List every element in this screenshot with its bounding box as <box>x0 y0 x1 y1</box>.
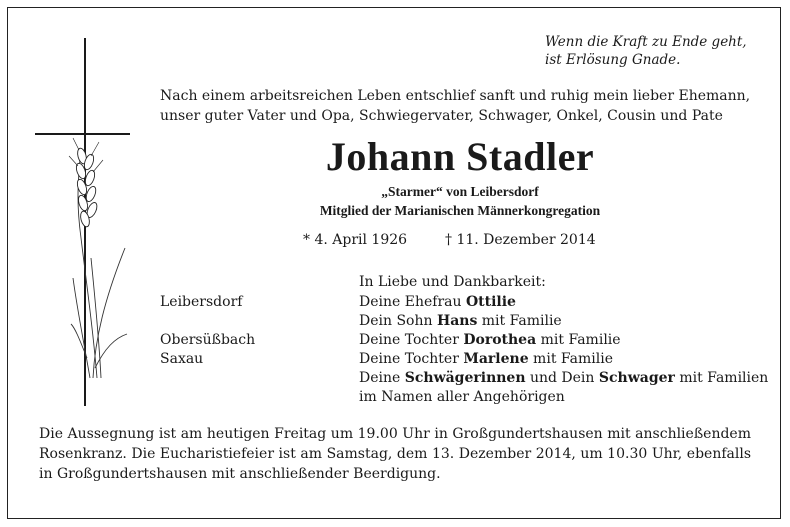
intro-text <box>160 86 760 126</box>
motto-line: Wenn die Kraft zu Ende geht, <box>545 34 747 50</box>
mourner-relation: Deine Tochter Marlene mit Familie <box>359 351 613 367</box>
mourner-relation: Deine Tochter Dorothea mit Familie <box>359 332 621 348</box>
mourner-place: Leibersdorf <box>160 294 243 310</box>
intro-line: Nach einem arbeitsreichen Leben entschlief sanft und ruhig mein lieber Ehemann, <box>160 88 751 104</box>
death-date: † 11. Dezember 2014 <box>445 232 596 248</box>
mourner-relation: Deine Schwägerinnen und Dein Schwager mit Familien <box>359 370 769 386</box>
motto-line: ist Erlösung Gnade. <box>545 51 681 68</box>
deceased-name: Johann Stadler <box>325 134 595 179</box>
thanks-line: In Liebe und Dankbarkeit: <box>359 274 546 290</box>
mourner-row <box>160 312 770 331</box>
mourner-relation: Deine Ehefrau Ottilie <box>359 294 516 310</box>
ceremony-details: Die Aussegnung ist am heutigen Freitag um 19.00 Uhr in Großgundertshausen mit anschließendem Rosenkranz. Die Eucharistiefeier ist am Samstag, dem 13. Dezember 2014, um 10.30 Uhr, ebenfalls in Großgundertshausen mit anschließender Beerdigung. <box>39 426 751 482</box>
mourner-place <box>160 312 359 331</box>
mourner-place <box>160 369 359 388</box>
mourner-row <box>160 388 770 407</box>
motto-quote <box>545 34 765 69</box>
mourner-row <box>160 293 770 312</box>
deceased-nickname: „Starmer“ von Leibersdorf <box>381 184 539 199</box>
mourner-relation: Dein Sohn Hans mit Familie <box>359 313 562 329</box>
mourner-row <box>160 331 770 350</box>
mourner-place: Obersüßbach <box>160 332 256 348</box>
mourner-place <box>160 388 359 407</box>
mourner-row <box>160 369 770 388</box>
deceased-membership: Mitglied der Marianischen Männerkongregation <box>319 203 601 218</box>
mourner-relation: im Namen aller Angehörigen <box>359 389 565 405</box>
mourners-list <box>160 293 770 407</box>
intro-line: unser guter Vater und Opa, Schwiegervater, Schwager, Onkel, Cousin und Pate <box>160 108 723 124</box>
mourner-row <box>160 350 770 369</box>
mourner-place: Saxau <box>160 351 204 367</box>
birth-date: * 4. April 1926 <box>303 232 408 248</box>
cross-with-wheat-icon <box>35 38 135 406</box>
